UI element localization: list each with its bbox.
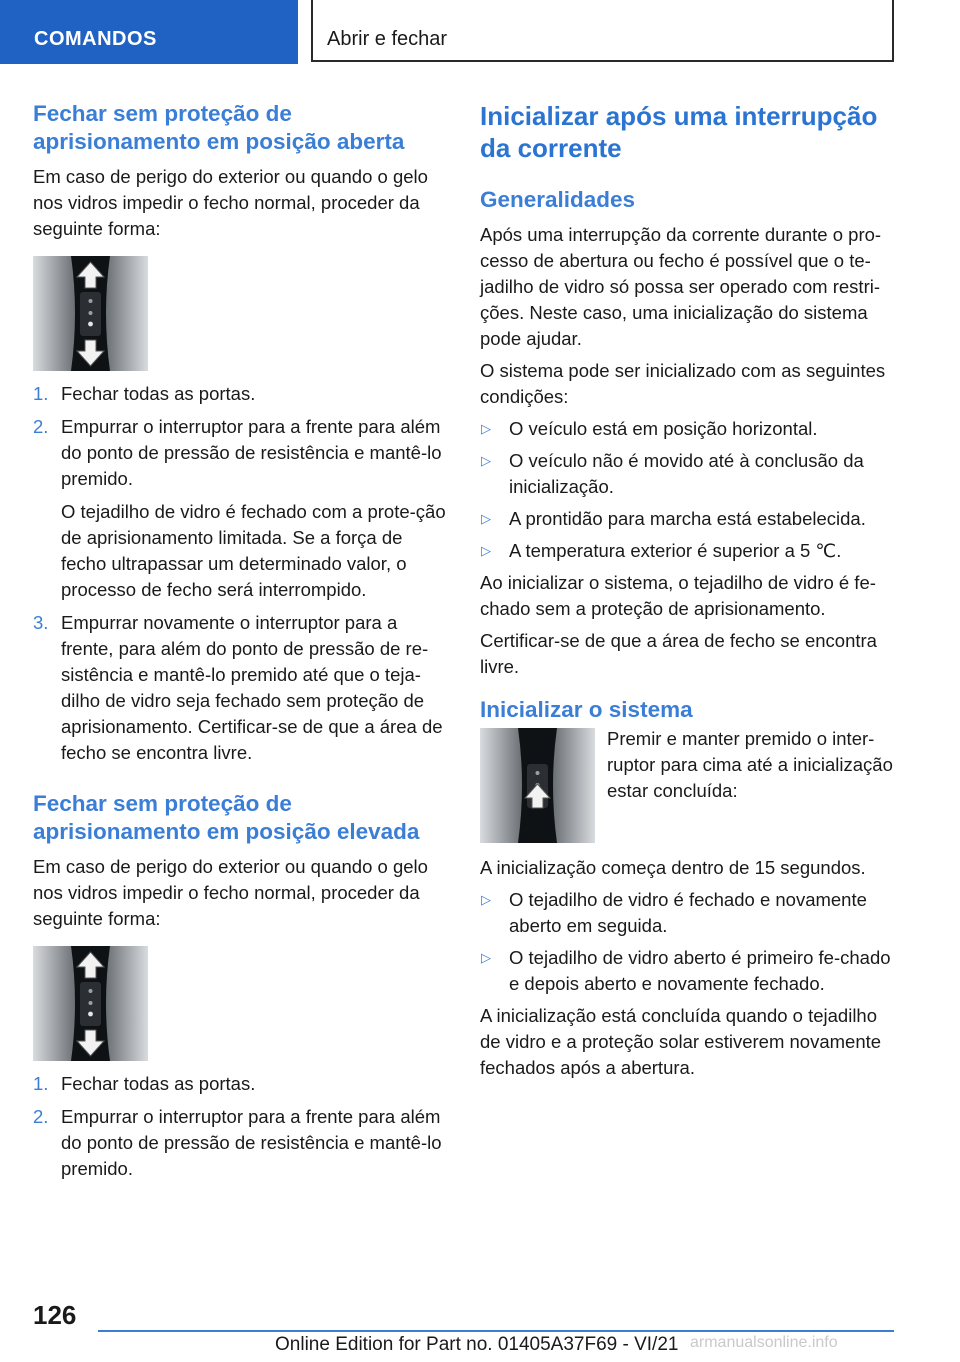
bullet-text: O veículo não é movido até à conclusão da inicialização.: [509, 450, 864, 497]
bullet-icon: ▷: [481, 950, 491, 965]
bullet-text: O tejadilho de vidro aberto é primeiro fe-chado e depois aberto e novamente fechado.: [509, 947, 891, 994]
roof-switch-figure: [33, 946, 148, 1061]
list-item: [33, 499, 447, 603]
step-text: Empurrar o interruptor para a frente para além do ponto de pressão de resistência e mantê-lo premido.: [61, 1106, 442, 1179]
list-item: [480, 945, 898, 997]
step-number: 3.: [33, 612, 49, 633]
paragraph: Certificar-se de que a área de fecho se encontra livre.: [480, 630, 877, 677]
chapter-header: [311, 0, 894, 62]
heading-init-system: Inicializar o sistema: [480, 697, 693, 722]
init-figure-row: [480, 726, 898, 843]
section-label: COMANDOS: [34, 28, 157, 50]
edition-text: Online Edition for Part no. 01405A37F69 - VI/21: [275, 1334, 679, 1355]
heading-general: Generalidades: [480, 187, 636, 212]
steps-list-2: [33, 1071, 447, 1182]
section-tab: [0, 0, 298, 64]
step-number: 1.: [33, 1073, 49, 1094]
bullet-icon: ▷: [481, 453, 491, 468]
bullet-icon: ▷: [481, 421, 491, 436]
heading-initialize: Inicializar após uma interrupção da corrente: [480, 101, 878, 163]
paragraph: A inicialização está concluída quando o tejadilho de vidro e a proteção solar estiverem novamente fechados após a abertura.: [480, 1005, 882, 1078]
list-item: [480, 416, 898, 442]
left-column: [33, 100, 447, 1182]
list-item: [480, 538, 898, 564]
switch-image: [480, 728, 595, 843]
paragraph: A inicialização começa dentro de 15 segundos.: [480, 857, 866, 878]
step-number: 2.: [33, 1106, 49, 1127]
right-column: [480, 100, 898, 1081]
page-number: 126: [33, 1300, 77, 1330]
list-item: [33, 610, 447, 766]
bullet-text: A temperatura exterior é superior a 5 ℃.: [509, 540, 842, 561]
paragraph: Ao inicializar o sistema, o tejadilho de vidro é fe-chado sem a proteção de aprisionamento.: [480, 572, 876, 619]
paragraph: O sistema pode ser inicializado com as seguintes condições:: [480, 360, 886, 407]
step-text: Fechar todas as portas.: [61, 1073, 256, 1094]
step-text: Empurrar o interruptor para a frente para além do ponto de pressão de resistência e mantê-lo premido.: [61, 416, 442, 489]
bullet-icon: ▷: [481, 543, 491, 558]
list-item: [480, 448, 898, 500]
list-item: [480, 506, 898, 532]
list-item: [33, 381, 447, 407]
list-item: [33, 414, 447, 492]
init-results-list: [480, 887, 898, 997]
bullet-icon: ▷: [481, 892, 491, 907]
bullet-text: O tejadilho de vidro é fechado e novamente aberto em seguida.: [509, 889, 867, 936]
step-text: O tejadilho de vidro é fechado com a prote-ção de aprisionamento limitada. Se a força de fecho ultrapassar um determinado valor, o processo de fecho será interrompido.: [61, 501, 446, 600]
watermark: armanualsonline.info: [690, 1334, 838, 1351]
steps-list-1: [33, 381, 447, 766]
roof-switch-figure: [480, 728, 595, 843]
list-item: [33, 1104, 447, 1182]
conditions-list: [480, 416, 898, 564]
paragraph: Em caso de perigo do exterior ou quando o gelo nos vidros impedir o fecho normal, proceder da seguinte forma:: [33, 166, 428, 239]
list-item: [480, 887, 898, 939]
bullet-text: O veículo está em posição horizontal.: [509, 418, 818, 439]
list-item: [33, 1071, 447, 1097]
paragraph: Em caso de perigo do exterior ou quando o gelo nos vidros impedir o fecho normal, proceder da seguinte forma:: [33, 856, 428, 929]
roof-switch-figure: [33, 256, 148, 371]
paragraph: Após uma interrupção da corrente durante o pro-cesso de abertura ou fecho é possível que o te-jadilho de vidro só possa ser operado com restri-ções. Neste caso, uma inicialização do sistema pode ajudar.: [480, 224, 882, 349]
heading-close-raised: Fechar sem proteção de aprisionamento em posição elevada: [33, 791, 420, 844]
footer-rule: [98, 1330, 894, 1332]
step-text: Fechar todas as portas.: [61, 383, 256, 404]
switch-image: [33, 946, 148, 1061]
step-number: 1.: [33, 383, 49, 404]
step-number: 2.: [33, 416, 49, 437]
heading-close-open: Fechar sem proteção de aprisionamento em posição aberta: [33, 101, 405, 154]
switch-image: [33, 256, 148, 371]
bullet-icon: ▷: [481, 511, 491, 526]
bullet-text: A prontidão para marcha está estabelecida.: [509, 508, 866, 529]
step-text: Empurrar novamente o interruptor para a frente, para além do ponto de pressão de re-sistência e mantê-lo premido até que o teja-dilho de vidro seja fechado sem proteção de aprisionamento. Certificar-se de que a área de fecho se encontra livre.: [61, 612, 443, 763]
chapter-title: Abrir e fechar: [327, 28, 448, 50]
paragraph: Premir e manter premido o inter-ruptor para cima até a inicialização estar concluída:: [607, 728, 893, 801]
